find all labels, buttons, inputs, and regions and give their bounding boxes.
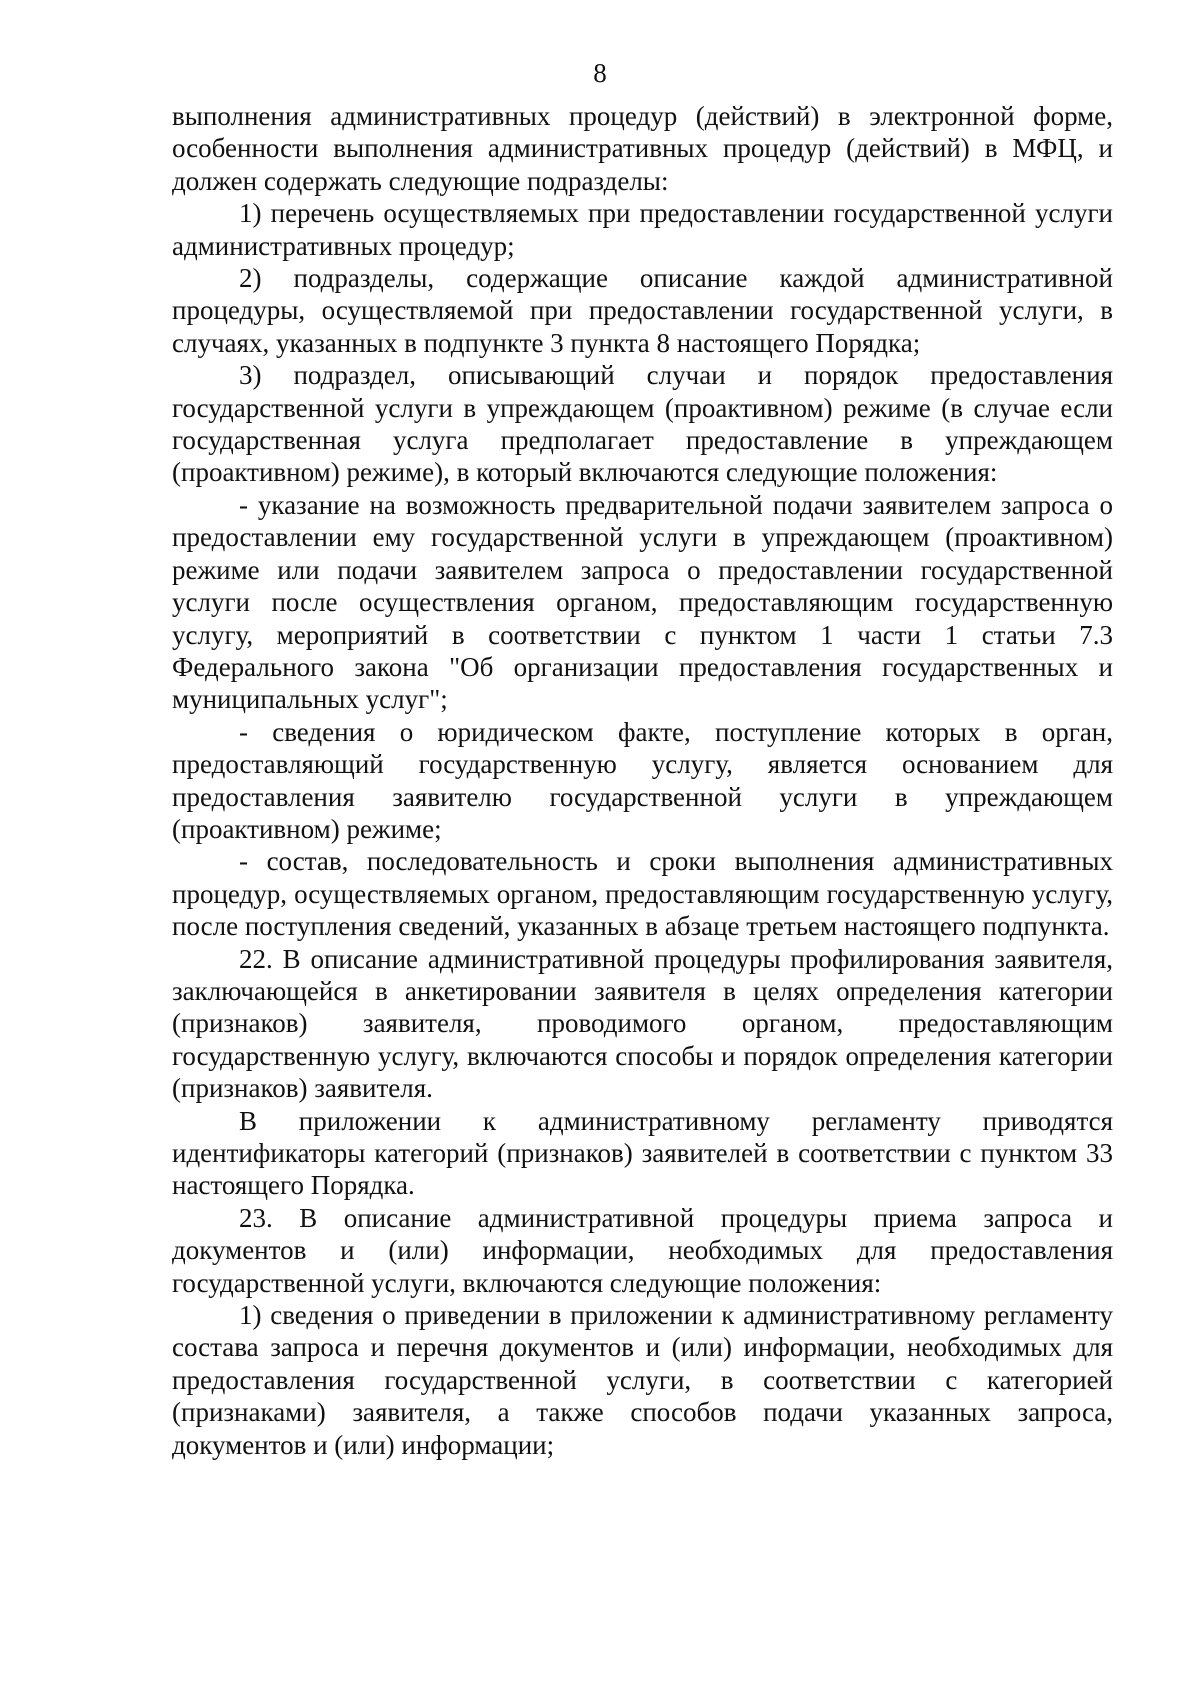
- paragraph-dash-1: - указание на возможность предварительной подачи заявителем запроса о предоставлении ему государственной услуги в упреждающем (проактивном) режиме или подачи заявителем запроса о предоставлении государственной услуги после осуществления органом, предоставляющим государственную услугу, мероприятий в соответствии с пунктом 1 части 1 статьи 7.3 Федерального закона "Об организации предоставления государственных и муниципальных услуг";: [172, 489, 1113, 715]
- paragraph-section-23-item-1: 1) сведения о приведении в приложении к административному регламенту состава запроса и перечня документов и (или) информации, необходимых для предоставления государственной услуги, в соответствии с категорией (признаками) заявителя, а также способов подачи указанных запроса, документов и (или) информации;: [172, 1300, 1113, 1460]
- paragraph-item-1: 1) перечень осуществляемых при предоставлении государственной услуги административных процедур;: [172, 198, 1113, 261]
- paragraph-section-22: 22. В описание административной процедуры профилирования заявителя, заключающейся в анкетировании заявителя в целях определения категории (признаков) заявителя, проводимого органом, предоставляющим государственную услугу, включаются способы и порядок определения категории (признаков) заявителя.: [172, 943, 1113, 1104]
- paragraph-continuation: выполнения административных процедур (действий) в электронной форме, особенности выполнения административных процедур (действий) в МФЦ, и должен содержать следующие подразделы:: [172, 101, 1113, 196]
- paragraph-dash-3: - состав, последовательность и сроки выполнения административных процедур, осуществляемых органом, предоставляющим государственную услугу, после поступления сведений, указанных в абзаце третьем настоящего подпункта.: [172, 846, 1113, 942]
- paragraph-section-23: 23. В описание административной процедуры приема запроса и документов и (или) информации, необходимых для предоставления государственной услуги, включаются следующие положения:: [172, 1202, 1113, 1298]
- paragraph-item-2: 2) подразделы, содержащие описание каждой административной процедуры, осуществляемой при предоставлении государственной услуги, в случаях, указанных в подпункте 3 пункта 8 настоящего Порядка;: [172, 263, 1113, 358]
- page-number: 8: [593, 58, 607, 88]
- document-body: [172, 100, 1113, 1461]
- paragraph-dash-2: - сведения о юридическом факте, поступление которых в орган, предоставляющий государственную услугу, является основанием для предоставления заявителю государственной услуги в упреждающем (проактивном) режиме;: [172, 716, 1113, 844]
- paragraph-section-22-appendix: В приложении к административному регламенту приводятся идентификаторы категорий (признаков) заявителей в соответствии с пунктом 33 настоящего Порядка.: [172, 1105, 1113, 1201]
- paragraph-item-3: 3) подраздел, описывающий случаи и порядок предоставления государственной услуги в упреждающем (проактивном) режиме (в случае если государственная услуга предполагает предоставление в упреждающем (проактивном) режиме), в который включаются следующие положения:: [172, 360, 1113, 488]
